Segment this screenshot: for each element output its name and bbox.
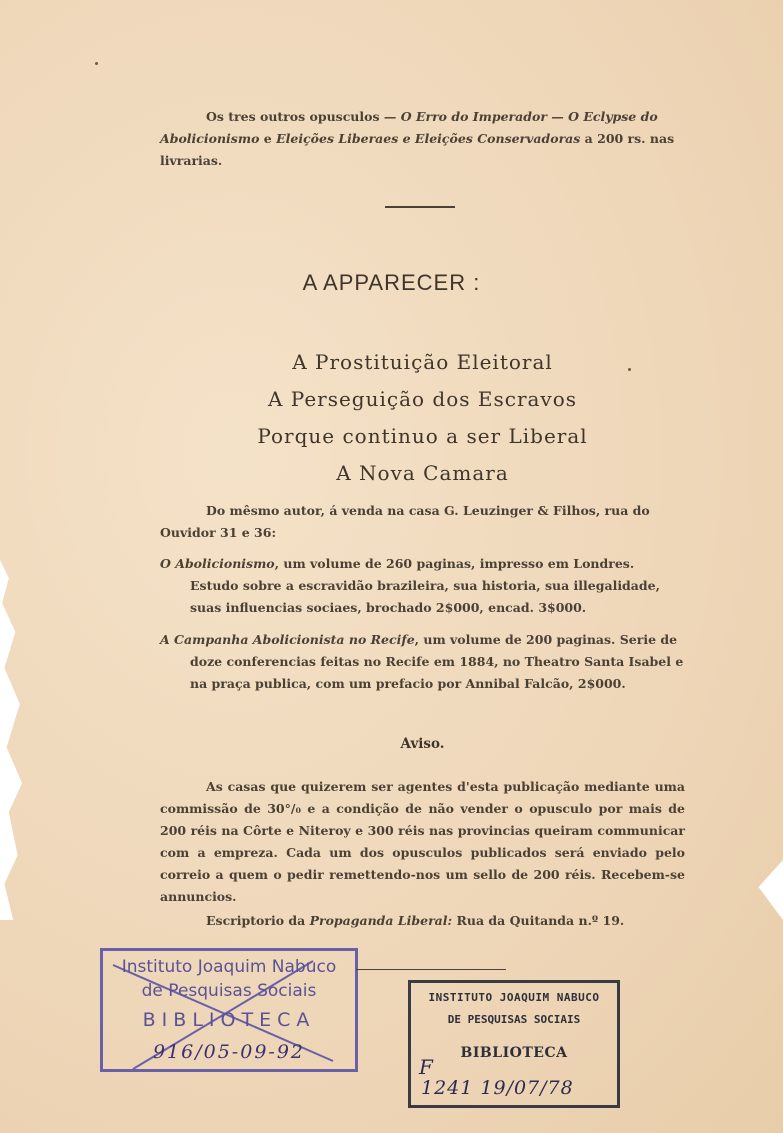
same-author-paragraph: Do mêsmo autor, á venda na casa G. Leuzinger & Filhos, rua do Ouvidor 31 e 36: <box>160 503 650 540</box>
notice-text: a 200 rs. nas livrarias. <box>160 131 675 168</box>
stamp-line: de Pesquisas Sociais <box>141 981 317 1001</box>
section-divider <box>385 206 455 208</box>
book-title: A Campanha Abolicionista no Recife <box>160 632 415 647</box>
book-title: O Abolicionismo <box>160 556 275 571</box>
notice-title: Aviso. <box>400 736 445 752</box>
library-stamp-left <box>100 948 358 1072</box>
stamp-line: INSTITUTO JOAQUIM NABUCO <box>428 991 600 1004</box>
separator-text: e <box>259 131 277 146</box>
office-address-line <box>160 910 685 932</box>
office-address: Rua da Quitanda n.º 19. <box>452 913 625 928</box>
notice-text: Os tres outros opusculos — <box>206 109 401 124</box>
other-pamphlets-notice <box>160 106 685 172</box>
forthcoming-title: A Nova Camara <box>336 461 509 485</box>
book-description: , um volume de 200 paginas. Serie de doze conferencias feitas no Recife em 1884, no Theatro Santa Isabel e na praça publica, com um prefacio por Annibal Falcão, 2$000. <box>190 632 684 691</box>
forthcoming-heading: A APPARECER : <box>302 270 481 295</box>
forthcoming-title: A Prostituição Eleitoral <box>292 350 553 374</box>
ink-line <box>356 969 506 970</box>
stamp-letter: F <box>419 1055 433 1079</box>
forthcoming-title: A Perseguição dos Escravos <box>267 387 578 411</box>
stamp-line: BIBLIOTECA <box>142 1009 316 1031</box>
stamp-handwritten-number: 916/05-09-92 <box>152 1041 306 1063</box>
stamp-line: BIBLIOTECA <box>460 1045 568 1061</box>
pamphlet-title: O Eclypse do Abolicionismo <box>160 109 658 146</box>
pamphlet-title: Eleições Liberaes e Eleições Conservadoras <box>276 131 581 146</box>
forthcoming-titles-list <box>0 344 783 492</box>
office-label: Escriptorio da <box>206 913 310 928</box>
book-description: , um volume de 260 paginas, impresso em Londres. Estudo sobre a escravidão brazileira, sua historia, sua illegalidade, suas influencias sociaes, brochado 2$000, encad. 3$000. <box>190 556 660 615</box>
book-entry <box>160 629 685 695</box>
notice-body: As casas que quizerem ser agentes d'esta publicação mediante uma commissão de 30°/₀ e a condição de não vender o opusculo por mais de 200 réis na Côrte e Niteroy e 300 réis nas provincias queiram communicar com a empreza. Cada um dos opusculos publicados será enviado pelo correio a quem o pedir remettendo-nos um sello de 200 réis. Recebem-se annuncios. <box>160 779 685 904</box>
stamp-line: DE PESQUISAS SOCIAIS <box>447 1013 581 1026</box>
forthcoming-title: Porque continuo a ser Liberal <box>257 424 588 448</box>
torn-edge-right <box>748 860 783 920</box>
stamp-line: Instituto Joaquim Nabuco <box>121 957 337 977</box>
library-stamp-right <box>408 980 620 1108</box>
book-entry <box>160 553 685 619</box>
paper-speck <box>95 62 98 65</box>
office-name: Propaganda Liberal: <box>309 913 453 928</box>
stamp-handwritten-number: 1241 19/07/78 <box>421 1077 574 1099</box>
pamphlet-title: O Erro do Imperador <box>400 109 547 124</box>
separator-text: — <box>546 109 569 124</box>
